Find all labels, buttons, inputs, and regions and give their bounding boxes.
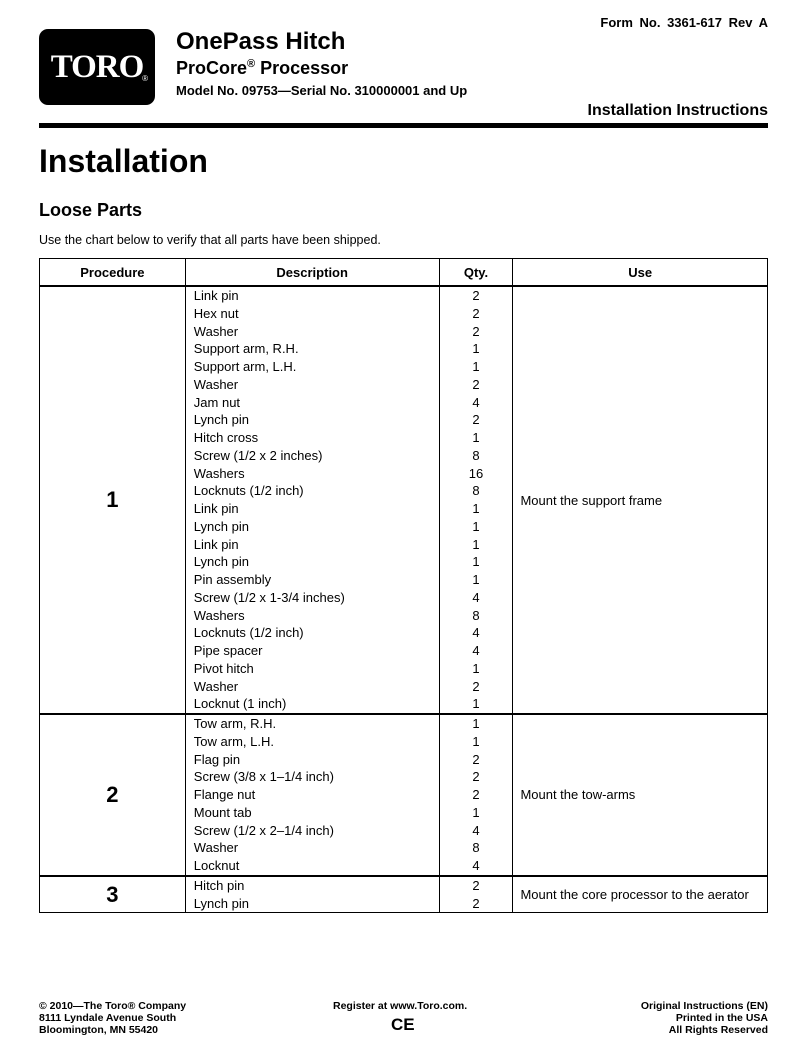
part-description: Screw (3/8 x 1–1/4 inch) (193, 769, 334, 785)
part-qty: 1 (472, 430, 480, 445)
part-description: Locknut (193, 858, 240, 873)
procedure-number: 3 (40, 876, 186, 913)
part-qty: 4 (472, 394, 480, 410)
footer-printed: Printed in the USA (675, 1012, 768, 1024)
footer-original: Original Instructions (EN) (640, 1000, 768, 1012)
description-cell (185, 286, 439, 714)
part-qty: 2 (472, 376, 480, 392)
part-qty: 16 (468, 465, 484, 481)
form-number: Form No. 3361-617 Rev A (600, 15, 768, 30)
qty-cell (439, 714, 513, 876)
part-description: Screw (1/2 x 2–1/4 inch) (193, 822, 334, 838)
part-qty: 2 (472, 769, 480, 785)
page-heading: Installation (39, 143, 208, 179)
product-title: OnePass Hitch (176, 28, 346, 55)
footer-address: 8111 Lyndale Avenue South (39, 1012, 177, 1024)
header-procedure: Procedure (40, 259, 186, 287)
part-description: Locknuts (1/2 inch) (193, 483, 304, 499)
description-cell (185, 876, 439, 913)
part-qty: 4 (472, 643, 480, 658)
part-qty: 1 (472, 716, 480, 731)
part-qty: 1 (472, 359, 480, 374)
part-description: Locknuts (1/2 inch) (193, 625, 304, 641)
logo-registered-mark: ® (142, 74, 148, 83)
part-description: Washer (193, 840, 239, 856)
part-qty: 1 (472, 501, 480, 516)
part-description: Link pin (193, 536, 239, 552)
part-qty: 2 (472, 323, 480, 339)
ce-mark-icon: CE (391, 1015, 415, 1034)
table-header-row (40, 259, 768, 287)
part-qty: 1 (472, 536, 480, 552)
part-description: Washer (193, 376, 239, 392)
part-description: Tow arm, R.H. (193, 716, 277, 731)
description-cell (185, 714, 439, 876)
part-qty: 8 (472, 840, 480, 856)
intro-text: Use the chart below to verify that all parts have been shipped. (39, 233, 381, 247)
toro-logo (39, 29, 155, 105)
footer-company (39, 1000, 186, 1036)
part-description: Locknut (1 inch) (193, 696, 287, 712)
logo-wordmark: TORO (50, 48, 144, 85)
procedure-number: 1 (40, 286, 186, 714)
part-description: Pin assembly (193, 572, 272, 587)
part-description: Washer (193, 323, 239, 339)
part-description: Support arm, L.H. (193, 359, 297, 374)
part-description: Tow arm, L.H. (193, 733, 274, 749)
part-qty: 4 (472, 589, 480, 605)
subtitle-brand: ProCore (176, 58, 248, 78)
subtitle-rest: Processor (255, 58, 349, 78)
document-type: Installation Instructions (587, 102, 768, 119)
part-description: Support arm, R.H. (193, 341, 299, 357)
part-qty: 8 (472, 607, 480, 623)
use-text: Mount the core processor to the aerator (513, 876, 768, 913)
table-row (40, 286, 768, 714)
part-description: Screw (1/2 x 2 inches) (193, 447, 323, 463)
table-row (40, 876, 768, 913)
part-qty: 2 (472, 678, 480, 694)
header-qty: Qty. (439, 259, 513, 287)
part-qty: 2 (472, 877, 480, 893)
table-row (40, 714, 768, 876)
part-qty: 1 (472, 572, 480, 587)
section-heading: Loose Parts (39, 200, 143, 220)
part-qty: 1 (472, 341, 480, 357)
product-subtitle (176, 58, 348, 79)
footer-city: Bloomington, MN 55420 (39, 1024, 159, 1036)
part-qty: 1 (472, 518, 480, 534)
qty-cell (439, 876, 513, 913)
part-description: Pivot hitch (193, 660, 254, 676)
footer-reserved: All Rights Reserved (668, 1024, 768, 1036)
part-description: Washers (193, 465, 245, 481)
model-serial-line: Model No. 09753—Serial No. 310000001 and Up (176, 83, 468, 98)
part-qty: 4 (472, 822, 480, 838)
part-qty: 2 (472, 787, 480, 802)
part-qty: 8 (472, 483, 480, 499)
qty-cell (439, 286, 513, 714)
part-description: Jam nut (193, 394, 241, 410)
header-rule (39, 123, 768, 128)
use-text: Mount the support frame (513, 286, 768, 714)
footer-register: Register at www.Toro.com. (333, 1000, 468, 1012)
part-qty: 1 (472, 660, 480, 676)
part-qty: 2 (472, 305, 480, 321)
footer-rights (641, 1000, 768, 1036)
part-qty: 4 (472, 625, 480, 641)
part-description: Screw (1/2 x 1-3/4 inches) (193, 589, 345, 605)
footer-copyright: © 2010—The Toro® Company (39, 1000, 187, 1012)
part-description: Washers (193, 607, 245, 623)
header-use: Use (513, 259, 768, 287)
part-description: Lynch pin (193, 412, 249, 428)
part-description: Link pin (193, 288, 239, 303)
header-description: Description (185, 259, 439, 287)
part-qty: 2 (472, 895, 480, 911)
part-qty: 4 (472, 858, 480, 873)
part-description: Link pin (193, 501, 239, 516)
part-description: Hex nut (193, 305, 239, 321)
part-description: Hitch pin (193, 877, 245, 893)
part-description: Lynch pin (193, 554, 249, 570)
part-description: Lynch pin (193, 518, 249, 534)
part-qty: 1 (472, 804, 480, 820)
part-description: Pipe spacer (193, 643, 263, 658)
part-qty: 1 (472, 696, 480, 712)
part-qty: 1 (472, 554, 480, 570)
part-qty: 8 (472, 447, 480, 463)
part-description: Lynch pin (193, 895, 249, 911)
loose-parts-table (39, 258, 768, 913)
part-description: Flange nut (193, 787, 256, 802)
part-qty: 2 (472, 412, 480, 428)
part-qty: 1 (472, 733, 480, 749)
part-description: Hitch cross (193, 430, 259, 445)
part-qty: 2 (472, 288, 480, 303)
use-text: Mount the tow-arms (513, 714, 768, 876)
part-description: Mount tab (193, 804, 252, 820)
part-description: Washer (193, 678, 239, 694)
part-description: Flag pin (193, 751, 241, 767)
subtitle-registered-mark: ® (247, 58, 256, 70)
procedure-number: 2 (40, 714, 186, 876)
part-qty: 2 (472, 751, 480, 767)
